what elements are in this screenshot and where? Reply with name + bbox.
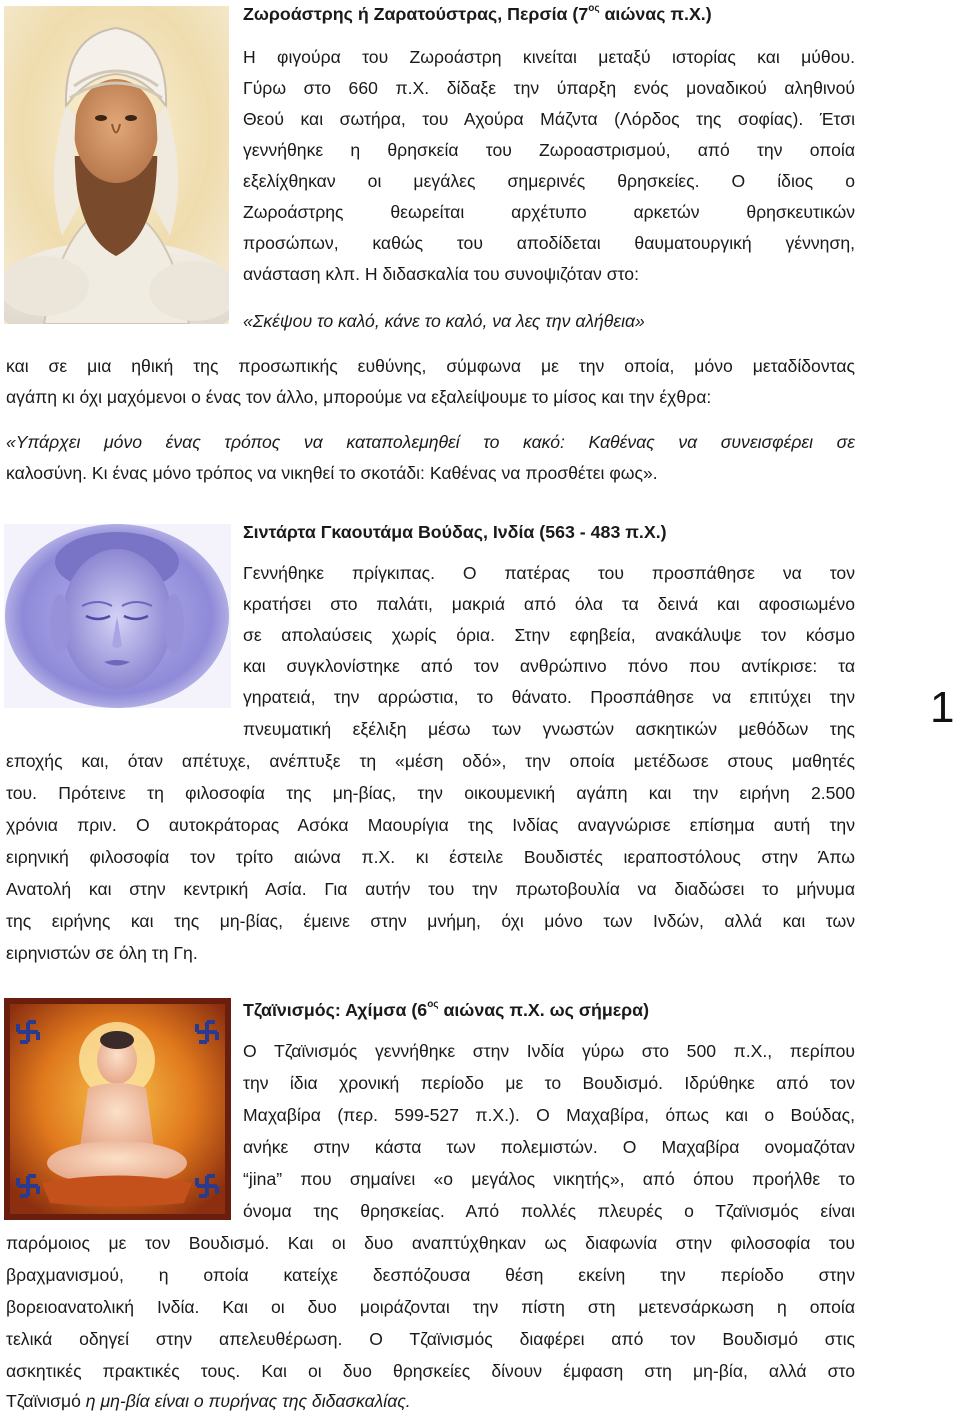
paragraph-line: γηρατειά, την αρρώστια, το θάνατο. Προσπάθησε να επιτύχει την (243, 687, 855, 707)
paragraph-line: Γεννήθηκε πρίγκιπας. Ο πατέρας του προσπάθησε να τον (243, 563, 855, 583)
paragraph-line: ανάσταση κλπ. Η διδασκαλία του συνοψιζόταν στο: (243, 264, 639, 284)
buddha-face-image (4, 524, 231, 708)
paragraph-line: “jina” που σημαίνει «ο μεγάλος νικητής», από όπου προήλθε το (243, 1169, 855, 1189)
paragraph-line: και σε μια ηθική της προσωπικής ευθύνης, σύμφωνα με την οποία, μόνο μεταδίδοντας (6, 356, 855, 376)
paragraph-line: την ίδια χρονική περίοδο με το Βουδισμό. Ιδρύθηκε από τον (243, 1073, 855, 1093)
paragraph-line: γεννήθηκε η θρησκεία του Ζωροαστρισμού, από την οποία (243, 140, 855, 160)
paragraph-line: του. Πρότεινε τη φιλοσοφία της μη-βίας, την οικουμενική αγάπη και την ειρήνη 2.500 (6, 783, 855, 803)
paragraph-line: ειρηνική φιλοσοφία τον τρίτο αιώνα π.Χ. κι έστειλε Βουδιστές ιεραποστόλους στην Άπω (6, 847, 855, 867)
paragraph-line: Θεού και σωτήρα, του Αχούρα Μάζντα (Λόρδος της σοφίας). Έτσι (243, 109, 855, 129)
paragraph-line: Η φιγούρα του Ζωροάστρη κινείται μεταξύ ιστορίας και μύθου. (243, 47, 855, 67)
zoroaster-quote: «Σκέψου το καλό, κάνε το καλό, να λες την αλήθεια» (243, 311, 645, 331)
paragraph-line: Μαχαβίρα (περ. 599-527 π.Χ.). Ο Μαχαβίρα, όπως και ο Βούδας, (243, 1105, 855, 1125)
paragraph-line: ειρηνιστών σε όλη τη Γη. (6, 943, 198, 963)
paragraph-line: ανήκε στην κάστα των πολεμιστών. Ο Μαχαβίρα ονομαζόταν (243, 1137, 855, 1157)
paragraph-line: χρόνια πριν. Ο αυτοκράτορας Ασόκα Μαουρίγια της Ινδίας αναγνώρισε επίσημα αυτή την (6, 815, 855, 835)
paragraph-line: και συγκλονίστηκε από τον ανθρώπινο πόνο που αντίκρισε: τα (243, 656, 855, 676)
paragraph-line: Ανατολή και στην κεντρική Ασία. Για αυτήν του την πρωτοβουλία να διαδώσει το μήνυμα (6, 879, 855, 899)
paragraph-line: εξελίχθηκαν οι μεγάλες σημερινές θρησκείες. Ο ίδιος ο (243, 171, 855, 191)
zoroaster-quote-2-end: καλοσύνη. Κι ένας μόνο τρόπος να νικηθεί το σκοτάδι: Καθένας να προσθέτει φως». (6, 463, 658, 483)
section-title-zoroaster: Ζωροάστρης ή Ζαρατούστρας, Περσία ($7^{o\varsigma}$ αιώνας π.Χ.) (243, 3, 712, 24)
paragraph-line: σε απολαύσεις χωρίς όρια. Στην εφηβεία, ανακάλυψε τον κόσμο (243, 625, 855, 645)
paragraph-line: Γύρω στο 660 π.Χ. δίδαξε την ύπαρξη ενός μοναδικού αληθινού (243, 78, 855, 98)
mahavira-image (4, 998, 231, 1220)
paragraph-line: βορειοανατολική Ινδία. Και οι δυο μοιράζονται την πίστη στη μετενσάρκωση η οποία (6, 1297, 855, 1317)
paragraph-line: Ζωροάστρης θεωρείται αρχέτυπο αρκετών θρησκευτικών (243, 202, 855, 222)
paragraph-line: Ο Τζαϊνισμός γεννήθηκε στην Ινδία γύρω στο 500 π.Χ., περίπου (243, 1041, 855, 1061)
paragraph-line-final: Τζαϊνισμό η μη-βία είναι ο πυρήνας της διδασκαλίας. (6, 1391, 411, 1411)
paragraph-line: πνευματική εξέλιξη μέσω των γνωστών ασκητικών μεθόδων της (243, 719, 855, 739)
paragraph-line: τελικά οδηγεί στην απελευθέρωση. Ο Τζαϊνισμός διαφέρει από τον Βουδισμό στις (6, 1329, 855, 1349)
zoroaster-portrait-image (4, 6, 229, 324)
paragraph-line: προσώπων, καθώς του αποδίδεται θαυματουργική γέννηση, (243, 233, 855, 253)
page-number: 1 (930, 683, 955, 732)
paragraph-line: όνομα της θρησκείας. Από πολλές πλευρές ο Τζαϊνισμός είναι (243, 1201, 855, 1221)
paragraph-line: ασκητικές πρακτικές τους. Και οι δυο θρησκείες δίνουν έμφαση στη μη-βία, αλλά στο (6, 1361, 855, 1381)
zoroaster-quote-2: «Υπάρχει μόνο ένας τρόπος να καταπολεμηθεί το κακό: Καθένας να συνεισφέρει σε (6, 432, 855, 452)
paragraph-line: παρόμοιος με τον Βουδισμό. Και οι δυο αναπτύχθηκαν ως διαφωνία στην φιλοσοφία του (6, 1233, 855, 1253)
paragraph-line: της ειρήνης και της μη-βίας, έμεινε στην μνήμη, όχι μόνο των Ινδών, αλλά και των (6, 911, 855, 931)
section-title-jainism: Τζαϊνισμός: Αχίμσα ($6^{o\varsigma}$ αιώνας π.Χ. ως σήμερα) (243, 999, 650, 1020)
paragraph-line: κρατήσει στο παλάτι, μακριά από όλα τα δεινά και αφοσιωμένο (243, 594, 855, 614)
paragraph-line: βραχμανισμού, η οποία κατείχε δεσπόζουσα θέση εκείνη την περίοδο στην (6, 1265, 855, 1285)
section-title-buddha: Σιντάρτα Γκαουτάμα Βούδας, Ινδία (563 - 483 π.Χ.) (243, 522, 667, 542)
paragraph-line: αγάπη κι όχι μαχόμενοι ο ένας τον άλλο, μπορούμε να εξαλείψουμε το μίσος και την έχθρα: (6, 387, 712, 407)
paragraph-line: εποχής και, όταν απέτυχε, ανέπτυξε τη «μέση οδό», την οποία μετέδωσε στους μαθητές (6, 751, 855, 771)
